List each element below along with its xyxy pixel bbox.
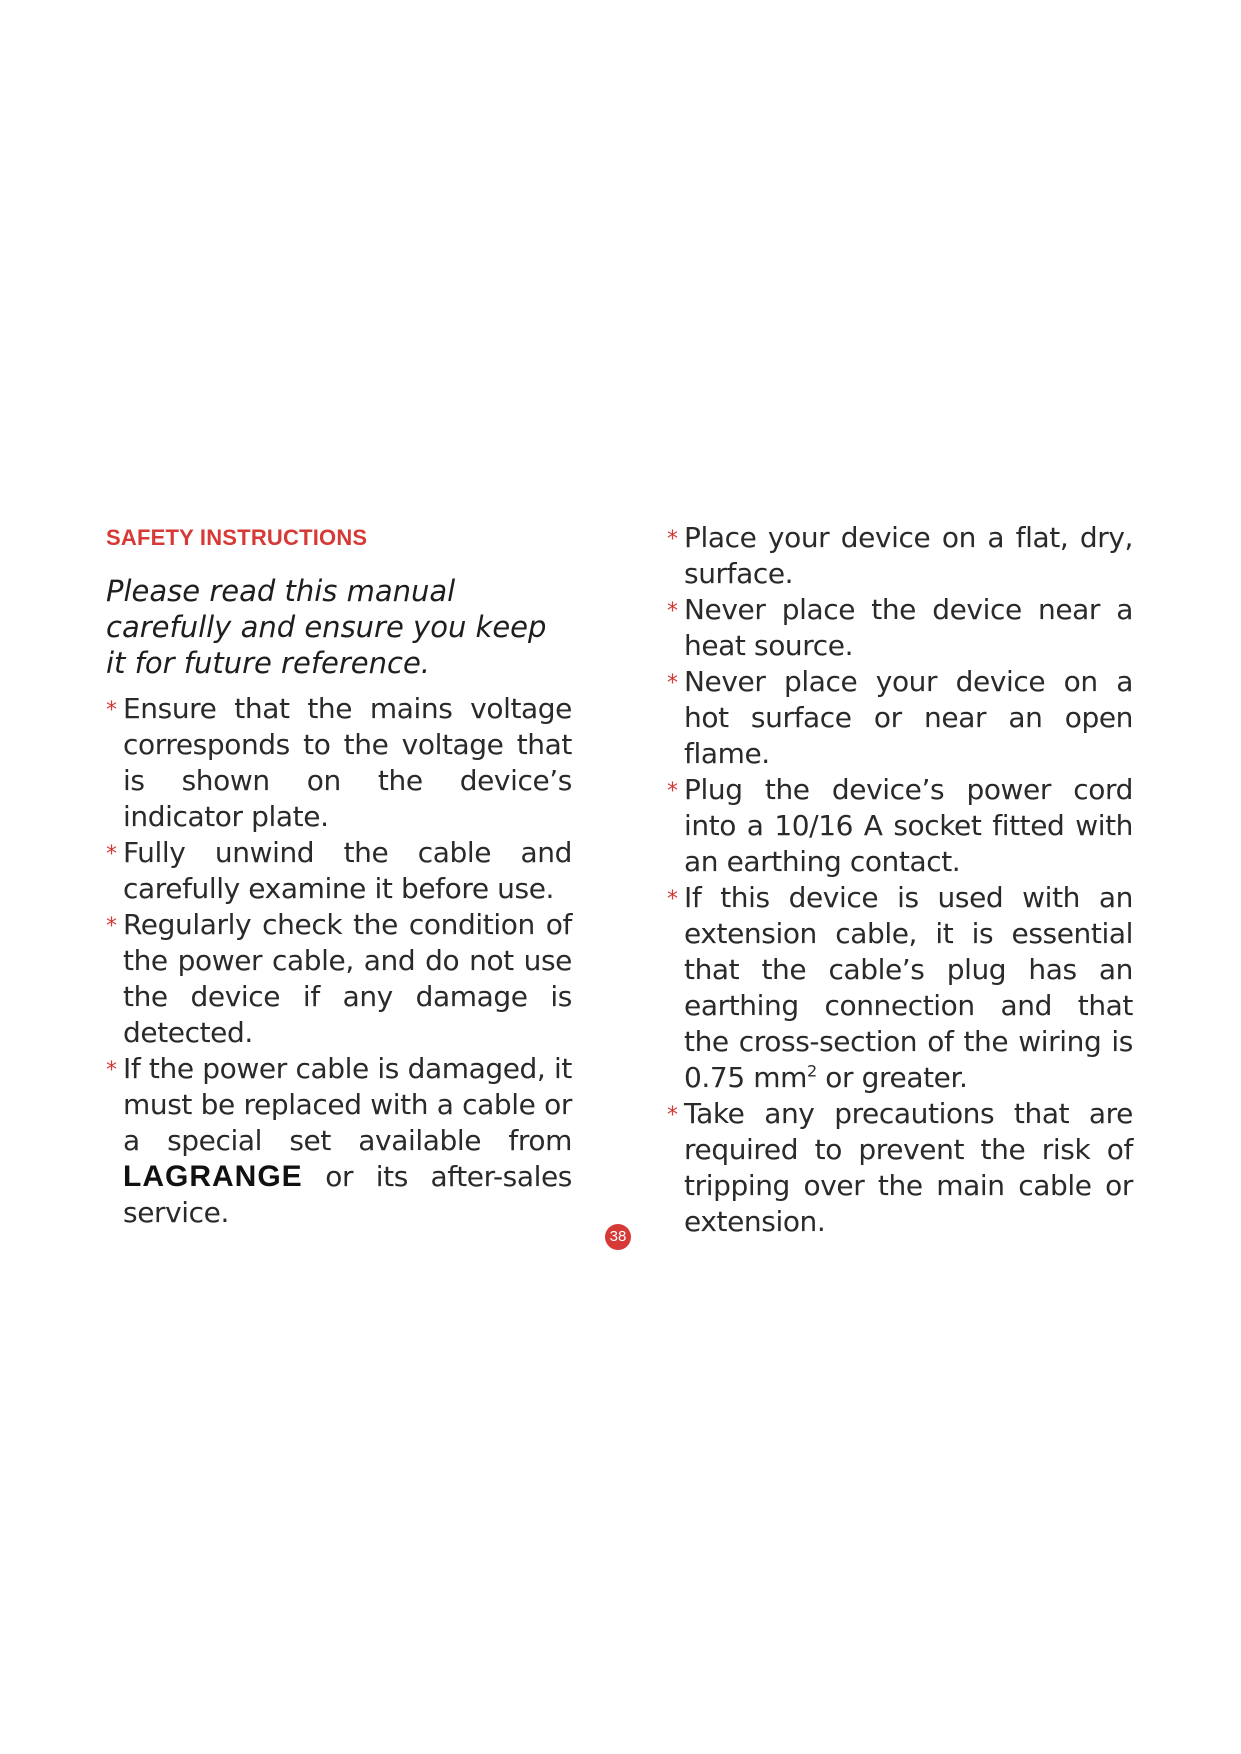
list-item — [667, 1096, 1133, 1240]
list-item — [667, 520, 1133, 592]
asterisk-icon: * — [667, 671, 678, 696]
superscript: 2 — [807, 1061, 817, 1081]
page-number-badge: 38 — [605, 1224, 631, 1250]
asterisk-icon: * — [667, 599, 678, 624]
list-item-text: or greater. — [816, 1061, 968, 1094]
asterisk-icon: * — [106, 914, 117, 939]
list-item — [106, 691, 572, 835]
asterisk-icon: * — [106, 1058, 117, 1083]
list-item — [667, 592, 1133, 664]
list-item — [667, 664, 1133, 772]
intro-text: Please read this manual carefully and ensure you keep it for future reference. — [106, 574, 547, 680]
list-item-text: Fully unwind the cable and carefully examine it before use. — [123, 836, 572, 905]
list-item-text: Ensure that the mains voltage corresponds to the voltage that is shown on the device’s indicator plate. — [123, 692, 572, 833]
list-item — [106, 1051, 572, 1231]
list-item — [106, 907, 572, 1051]
right-column — [667, 520, 1133, 1240]
list-item — [106, 835, 572, 907]
list-item-text: Plug the device’s power cord into a 10/16 A socket fitted with an earthing contact. — [684, 773, 1133, 878]
left-column — [106, 520, 572, 1231]
asterisk-icon: * — [667, 1103, 678, 1128]
left-instruction-list — [106, 691, 572, 1231]
list-item-text: Take any precautions that are required to prevent the risk of tripping over the main cable or extension. — [684, 1097, 1133, 1238]
list-item-text: Place your device on a flat, dry, surface. — [684, 521, 1133, 590]
list-item-text: Never place the device near a heat source. — [684, 593, 1133, 662]
list-item-text: Never place your device on a hot surface or near an open flame. — [684, 665, 1133, 770]
list-item — [667, 880, 1133, 1096]
list-item-text: or its after-sales service. — [123, 1160, 572, 1229]
section-heading: SAFETY INSTRUCTIONS — [106, 525, 368, 550]
brand-logo: LAGRANGE — [123, 1160, 303, 1193]
asterisk-icon: * — [667, 887, 678, 912]
asterisk-icon: * — [667, 527, 678, 552]
asterisk-icon: * — [667, 779, 678, 804]
list-item-text: If this device is used with an extension cable, it is essential that the cable’s plug has an earthing connection and that the cross-section of the wiring is 0.75 mm — [684, 881, 1133, 1094]
list-item-text: If the power cable is damaged, it must be replaced with a cable or a special set available from — [123, 1052, 572, 1157]
asterisk-icon: * — [106, 698, 117, 723]
list-item — [667, 772, 1133, 880]
asterisk-icon: * — [106, 842, 117, 867]
right-instruction-list — [667, 520, 1133, 1240]
list-item-text: Regularly check the condition of the power cable, and do not use the device if any damage is detected. — [123, 908, 572, 1049]
